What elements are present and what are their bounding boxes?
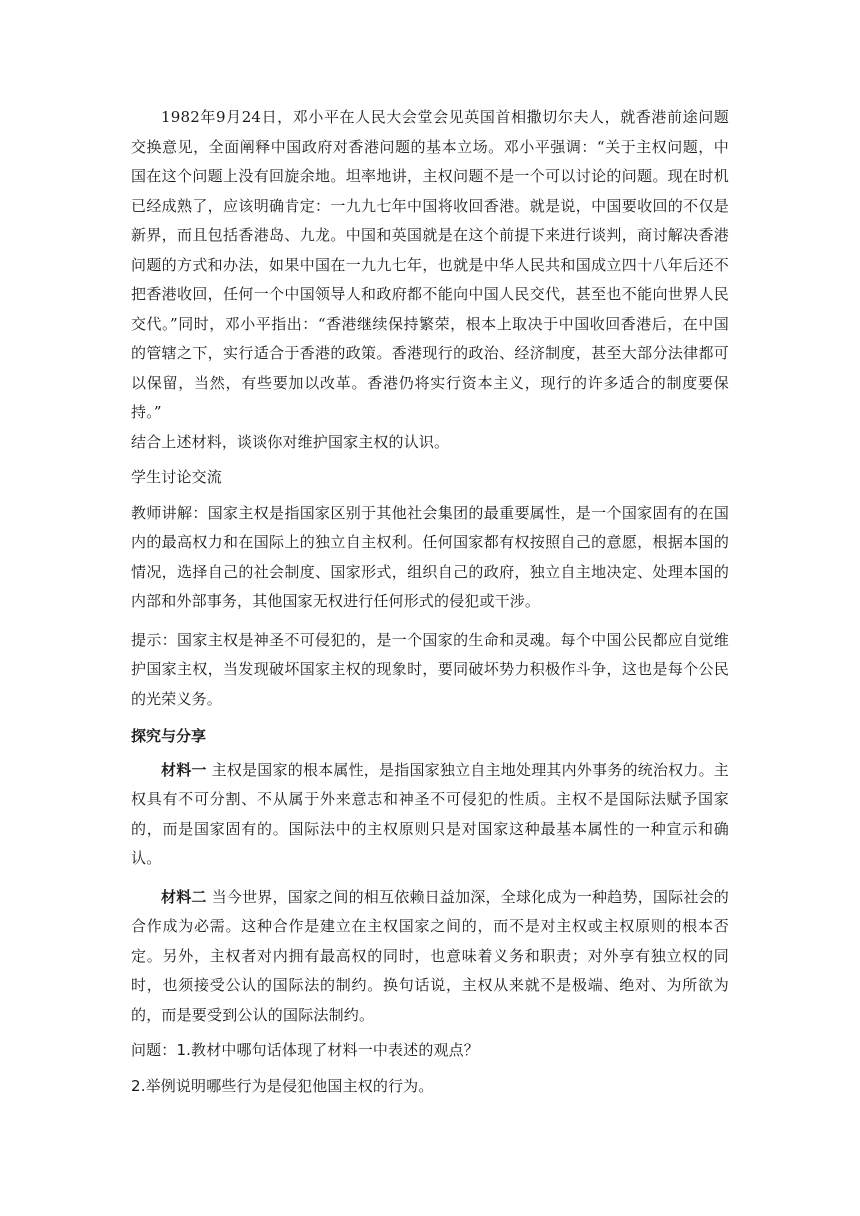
student-discussion: 学生讨论交流 [131, 468, 222, 486]
document-page [131, 103, 729, 1101]
teacher-explanation: 教师讲解：国家主权是指国家区别于其他社会集团的最重要属性，是一个国家固有的在国内的最高权力和在国际上的独立自主权利。任何国家都有权按照自己的意愿，根据本国的情况，选择自己的社会制度、国家形式，组织自己的政府，独立自主地决定、处理本国的内部和外部事务，其他国家无权进行任何形式的侵犯或干涉。 [131, 503, 729, 610]
material-one-paragraph [131, 756, 729, 874]
material-two-paragraph [131, 883, 729, 1031]
question-prompt: 结合上述材料，谈谈你对维护国家主权的认识。 [131, 432, 450, 451]
material-one-text: 主权是国家的根本属性，是指国家独立自主地处理其内外事务的统治权力。主权具有不可分割、不从属于外来意志和神圣不可侵犯的性质。主权不是国际法赋予国家的，而是国家固有的。国际法中的主权原则只是对国家这种最基本属性的一种宣示和确认。 [131, 760, 729, 867]
material-one-label: 材料一 [161, 760, 207, 779]
section-heading: 探究与分享 [131, 727, 207, 745]
question-two: 2.举例说明哪些行为是侵犯他国主权的行为。 [131, 1076, 434, 1095]
question-one: 问题：1.教材中哪句话体现了材料一中表述的观点？ [131, 1041, 479, 1059]
material-two-text: 当今世界，国家之间的相互依赖日益加深，全球化成为一种趋势，国际社会的合作成为必需。这种合作是建立在主权国家之间的，而不是对主权或主权原则的根本否定。另外，主权者对内拥有最高权的同时，也意味着义务和职责；对外享有独立权的同时，也须接受公认的国际法的制约。换句话说，主权从来就不是极端、绝对、为所欲为的，而是要受到公认的国际法制约。 [131, 887, 729, 1024]
material-two-label: 材料二 [161, 887, 207, 906]
intro-paragraph: 1982年9月24日，邓小平在人民大会堂会见英国首相撒切尔夫人，就香港前途问题交换意见，全面阐释中国政府对香港问题的基本立场。邓小平强调：“关于主权问题，中国在这个问题上没有回旋余地。坦率地讲，主权问题不是一个可以讨论的问题。现在时机已经成熟了，应该明确肯定：一九九七年中国将收回香港。就是说，中国要收回的不仅是新界，而且包括香港岛、九龙。中国和英国就是在这个前提下来进行谈判，商讨解决香港问题的方式和办法，如果中国在一九九七年，也就是中华人民共和国成立四十八年后还不把香港收回，任何一个中国领导人和政府都不能向中国人民交代，甚至也不能向世界人民交代。”同时，邓小平指出：“香港继续保持繁荣，根本上取决于中国收回香港后，在中国的管辖之下，实行适合于香港的政策。香港现行的政治、经济制度，甚至大部分法律都可以保留，当然，有些要加以改革。香港仍将实行资本主义，现行的许多适合的制度要保持。” [131, 108, 729, 421]
hint-paragraph: 提示：国家主权是神圣不可侵犯的，是一个国家的生命和灵魂。每个中国公民都应自觉维护国家主权，当发现破坏国家主权的现象时，要同破坏势力积极作斗争，这也是每个公民的光荣义务。 [131, 630, 729, 708]
